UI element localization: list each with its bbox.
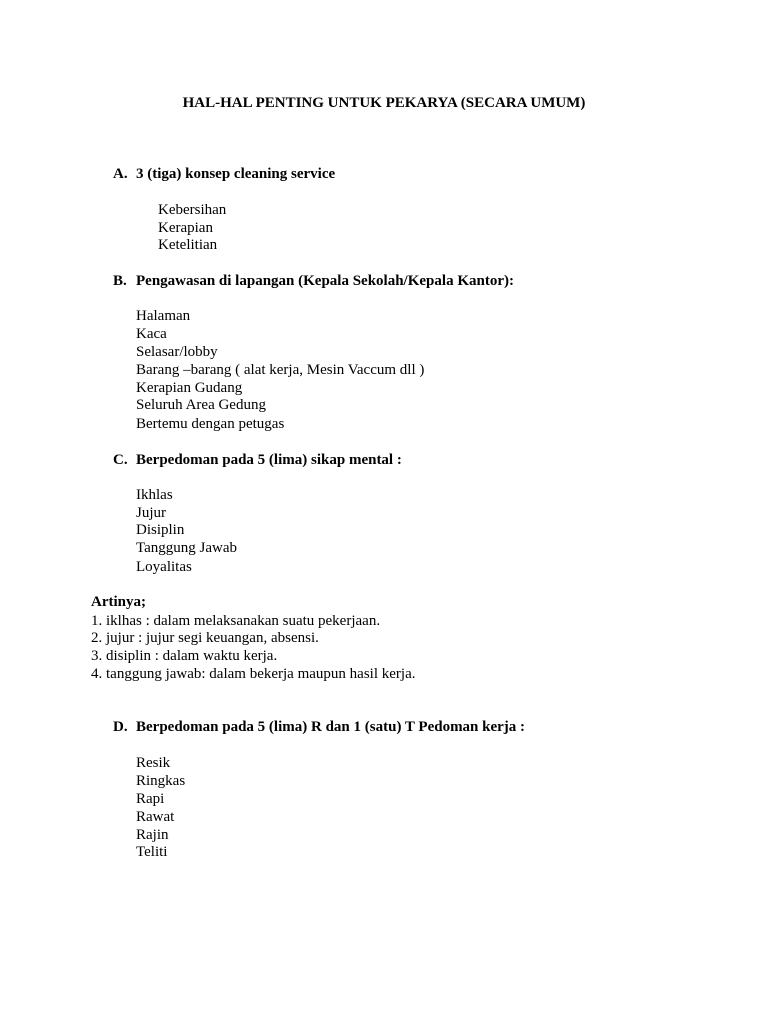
list-item: Barang –barang ( alat kerja, Mesin Vaccum dll ) — [136, 362, 425, 378]
section-b-marker: B. — [113, 273, 127, 289]
list-item: Ketelitian — [158, 237, 218, 253]
list-item: Disiplin — [136, 522, 185, 538]
list-item: Selasar/lobby — [136, 344, 218, 360]
explanation-line: 4. tanggung jawab: dalam bekerja maupun hasil kerja. — [91, 666, 416, 682]
list-item: Seluruh Area Gedung — [136, 397, 266, 413]
list-item: Ringkas — [136, 773, 186, 789]
artinya-heading: Artinya; — [91, 594, 146, 610]
section-a-marker: A. — [113, 166, 128, 182]
list-item: Rajin — [136, 827, 169, 843]
list-item: Jujur — [136, 505, 166, 521]
list-item: Kaca — [136, 326, 167, 342]
list-item: Tanggung Jawab — [136, 540, 238, 556]
document-title: HAL-HAL PENTING UNTUK PEKARYA (SECARA UMUM) — [182, 95, 586, 111]
list-item: Ikhlas — [136, 487, 173, 503]
list-item: Kerapian — [158, 220, 213, 236]
list-item: Teliti — [136, 844, 168, 860]
list-item: Bertemu dengan petugas — [136, 416, 285, 432]
list-item: Rapi — [136, 791, 165, 807]
list-item: Rawat — [136, 809, 175, 825]
explanation-line: 3. disiplin : dalam waktu kerja. — [91, 648, 278, 664]
section-b-heading: Pengawasan di lapangan (Kepala Sekolah/Kepala Kantor): — [136, 273, 514, 289]
section-d-marker: D. — [113, 719, 128, 735]
list-item: Loyalitas — [136, 559, 192, 575]
explanation-line: 1. iklhas : dalam melaksanakan suatu pekerjaan. — [91, 613, 381, 629]
list-item: Resik — [136, 755, 171, 771]
section-a-heading: 3 (tiga) konsep cleaning service — [136, 166, 336, 182]
explanation-line: 2. jujur : jujur segi keuangan, absensi. — [91, 630, 319, 646]
section-c-heading: Berpedoman pada 5 (lima) sikap mental : — [136, 452, 402, 468]
section-d-heading: Berpedoman pada 5 (lima) R dan 1 (satu) T Pedoman kerja : — [136, 719, 526, 735]
section-c-marker: C. — [113, 452, 128, 468]
list-item: Halaman — [136, 308, 191, 324]
list-item: Kerapian Gudang — [136, 380, 243, 396]
list-item: Kebersihan — [158, 202, 227, 218]
